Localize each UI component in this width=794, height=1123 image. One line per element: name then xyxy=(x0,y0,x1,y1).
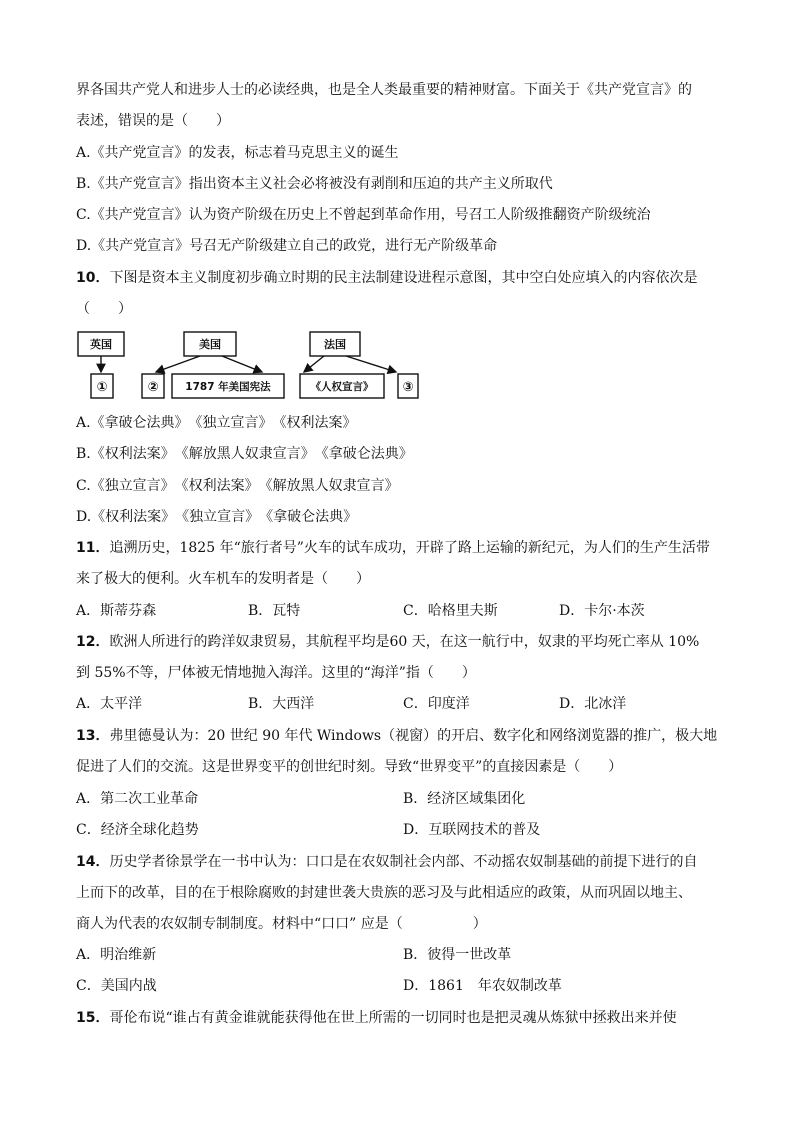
fr-arrow-right xyxy=(346,356,396,372)
q12-number: 12． xyxy=(76,634,110,650)
q13-stem-text: 弗里德曼认为：20 世纪 90 年代 Windows（视窗）的开启、数字化和网络浏览器的推广，极大地 xyxy=(109,728,718,744)
q9-option-c: C.《共产党宣言》认为资产阶级在历史上不曾起到革命作用，号召工人阶级推翻资产阶级统治 xyxy=(76,207,651,223)
q12-stem-line-1 xyxy=(76,632,699,652)
q10-stem-line-2: （ ） xyxy=(76,301,132,317)
q9-option-b: B.《共产党宣言》指出资本主义社会必将被没有剥削和压迫的共产主义所取代 xyxy=(76,176,553,192)
blank-2-label: ② xyxy=(147,380,159,395)
q13-stem-line-2: 促进了人们的交流。这是世界变平的创世纪时刻。导致“世界变平”的直接因素是（ ） xyxy=(76,759,623,775)
us-constitution-label: 1787 年美国宪法 xyxy=(185,381,271,393)
q11-stem-line-1 xyxy=(76,538,710,558)
q14-stem-line-3: 商人为代表的农奴制专制制度。材料中“口口” 应是（ ） xyxy=(76,916,487,932)
q10-diagram xyxy=(76,330,436,400)
q15-number: 15． xyxy=(76,1010,110,1026)
q12-option-a: A．太平洋 xyxy=(76,696,143,712)
q13-option-b: B．经济区域集团化 xyxy=(403,791,526,807)
q11-number: 11． xyxy=(76,540,110,556)
q10-number: 10． xyxy=(76,270,110,286)
q11-stem-line-2: 来了极大的便利。火车机车的发明者是（ ） xyxy=(76,571,370,587)
q14-option-b: B．彼得一世改革 xyxy=(403,947,512,963)
q10-stem-text: 下图是资本主义制度初步确立时期的民主法制建设进程示意图，其中空白处应填入的内容依次是 xyxy=(109,270,698,286)
q9-option-a: A.《共产党宣言》的发表，标志着马克思主义的诞生 xyxy=(76,145,399,161)
q10-option-b: B.《权利法案》 《解放黑人奴隶宣言》 《拿破仑法典》 xyxy=(76,446,413,462)
q14-stem-text: 历史学者徐景学在一书中认为：口口是在农奴制社会内部、不动摇农奴制基础的前提下进行的自 xyxy=(109,854,698,870)
q14-stem-line-1 xyxy=(76,852,697,872)
q11-option-a: A．斯蒂芬森 xyxy=(76,603,157,619)
q14-option-a: A．明治维新 xyxy=(76,947,157,963)
us-label: 美国 xyxy=(199,338,221,351)
q12-option-d: D．北冰洋 xyxy=(559,696,627,712)
q10-option-d: D.《权利法案》 《独立宣言》 《拿破仑法典》 xyxy=(76,509,358,525)
q14-stem-line-2: 上而下的改革，目的在于根除腐败的封建世袭大贵族的恶习及与此相适应的政策，从而巩固以地主、 xyxy=(76,885,692,901)
q10-option-a: A.《拿破仑法典》 《独立宣言》 《权利法案》 xyxy=(76,415,357,431)
q13-option-d: D．互联网技术的普及 xyxy=(403,822,541,838)
q13-stem-line-1 xyxy=(76,726,717,746)
q9-text-line-2: 表述，错误的是（ ） xyxy=(76,113,230,129)
q11-option-b: B．瓦特 xyxy=(248,603,301,619)
q11-stem-text: 追溯历史，1825 年“旅行者号”火车的试车成功，开辟了路上运输的新纪元，为人们的生产生活带 xyxy=(109,540,710,556)
q15-stem-text: 哥伦布说“谁占有黄金谁就能获得他在世上所需的一切同时也是把灵魂从炼狱中拯救出来并使 xyxy=(109,1010,677,1026)
q11-option-c: C．哈格里夫斯 xyxy=(403,603,498,619)
us-arrow-left xyxy=(156,356,200,372)
q10-stem-line-1 xyxy=(76,268,697,288)
uk-label: 英国 xyxy=(90,338,112,351)
q12-stem-line-2: 到 55%不等，尸体被无情地抛入海洋。这里的“海洋”指（ ） xyxy=(76,665,476,681)
q13-option-c: C．经济全球化趋势 xyxy=(76,822,199,838)
blank-3-label: ③ xyxy=(402,380,414,395)
q12-stem-text: 欧洲人所进行的跨洋奴隶贸易，其航程平均是60 天，在这一航行中，奴隶的平均死亡率从 10% xyxy=(109,634,700,650)
blank-1-label: ① xyxy=(96,380,108,395)
q13-option-a: A．第二次工业革命 xyxy=(76,791,199,807)
q11-option-d: D．卡尔·本茨 xyxy=(559,603,645,619)
us-arrow-right xyxy=(222,356,262,372)
q9-text-line-1: 界各国共产党人和进步人士的必读经典，也是全人类最重要的精神财富。下面关于《共产党宣言》的 xyxy=(76,82,692,98)
q15-stem-line-1 xyxy=(76,1008,677,1028)
fr-declaration-label: 《人权宣言》 xyxy=(310,381,374,393)
q10-option-c: C.《独立宣言》 《权利法案》 《解放黑人奴隶宣言》 xyxy=(76,478,399,494)
q12-option-c: C．印度洋 xyxy=(403,696,470,712)
q10-diagram-svg xyxy=(76,330,436,400)
q14-number: 14． xyxy=(76,854,110,870)
q12-option-b: B．大西洋 xyxy=(248,696,315,712)
q14-option-c: C．美国内战 xyxy=(76,978,157,994)
fr-label: 法国 xyxy=(324,338,346,351)
q13-number: 13． xyxy=(76,728,110,744)
q9-option-d: D.《共产党宣言》号召无产阶级建立自己的政党，进行无产阶级革命 xyxy=(76,238,498,254)
q14-option-d: D．1861 年农奴制改革 xyxy=(403,978,562,994)
fr-arrow-left xyxy=(304,356,324,372)
